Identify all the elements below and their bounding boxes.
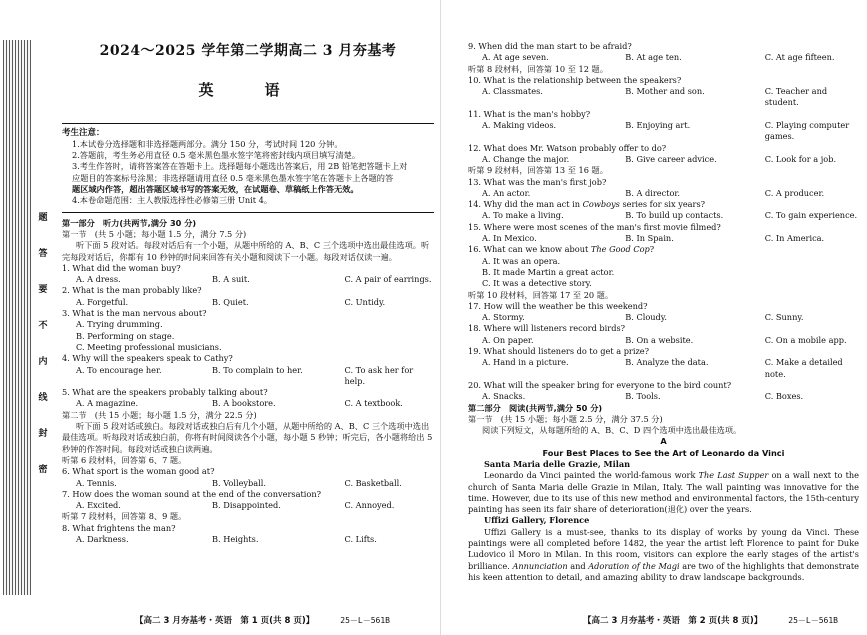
section-instructions: 阅读下列短文，从每题所给的 A、B、C、D 四个选项中选出最佳选项。 (482, 425, 742, 436)
option: A. At age seven. (482, 52, 549, 63)
section-heading: 第一节 (共 15 小题；每小题 2.5 分，满分 37.5 分) (468, 413, 663, 424)
option: B. To complain to her. (212, 364, 303, 375)
question-options (468, 86, 859, 109)
title-italic: The Last Supper (698, 470, 769, 481)
option: A. Classmates. (482, 86, 543, 97)
option: B. Analyze the data. (625, 357, 709, 368)
place-heading: Santa Maria delle Grazie, Milan (484, 458, 631, 469)
seal-label: 不 (38, 321, 48, 331)
option: C. Sunny. (764, 312, 804, 323)
place-heading: Uffizi Gallery, Florence (484, 515, 590, 526)
seal-label: 要 (38, 285, 48, 295)
option: B. A suit. (212, 274, 250, 285)
question-text: 14. Why did the man act in (468, 199, 583, 210)
subject-title: 英 语 (198, 81, 298, 100)
option: C. A pair of earrings. (344, 274, 432, 285)
option: C. To ask her for help. (344, 364, 414, 386)
question: 7. How does the woman sound at the end of the conversation? (62, 488, 321, 499)
option: B. To build up contacts. (625, 210, 724, 221)
option: A. Excited. (76, 500, 121, 511)
seal-label: 答 (38, 249, 48, 259)
question-text: 16. What can we know about (468, 244, 591, 255)
question: 12. What does Mr. Watson probably offer to do? (468, 142, 667, 153)
listening-material-note: 听第 6 段材料，回答第 6、7 题。 (62, 454, 187, 465)
option: A. Change the major. (482, 153, 570, 164)
option: C. On a mobile app. (764, 334, 847, 345)
option: C. It was a detective story. (482, 278, 592, 289)
option: B. On a website. (625, 334, 694, 345)
notice-item: 应题目的答案标号涂黑；非选择题请用直径 0.5 毫米黑色墨水签字笔在答题卡上各题的答 (72, 172, 394, 183)
question (468, 199, 859, 210)
question-options (62, 365, 434, 388)
option: B. Volleyball. (212, 477, 267, 488)
option: A. On paper. (482, 334, 534, 345)
question-text: series for six years? (619, 199, 706, 210)
part-heading: 第一部分 听力(共两节,满分 30 分) (62, 217, 197, 228)
seal-label: 密 (38, 465, 48, 475)
title-rule (62, 123, 434, 124)
question: 17. How will the weather be this weekend? (468, 300, 648, 311)
option: C. Make a detailed note. (764, 357, 843, 379)
option: A. A dress. (76, 274, 121, 285)
question-options (468, 210, 859, 221)
option: C. A producer. (764, 187, 825, 198)
option: B. Give career advice. (625, 153, 717, 164)
question-options (62, 274, 434, 285)
question-options (468, 357, 859, 380)
notice-title: 考生注意： (62, 127, 105, 138)
question: 5. What are the speakers probably talking about? (62, 387, 268, 398)
option: B. Enjoying art. (625, 120, 691, 131)
question-options (468, 188, 859, 199)
option: C. Annoyed. (344, 500, 395, 511)
option: C. Basketball. (344, 477, 402, 488)
question-options (468, 335, 859, 346)
footer-label: 【高二 3 月夯基考・英语 第 2 页(共 8 页)】 (583, 616, 763, 626)
paragraph-text: on a wall next to the church of Santa Maria delle Grazie in Milan, Italy. The wall painting was innovative for the time. However, due to its use of this new method and environmental factors, the 15th-century painting has seen its fair share of deterioration(退化) over the years. (468, 470, 859, 515)
page-footer (583, 614, 838, 626)
question-options (468, 312, 859, 323)
question-options (62, 500, 434, 511)
option: B. A bookstore. (212, 398, 276, 409)
option: B. Mother and son. (625, 86, 705, 97)
paragraph-text: are two of the highlights that demonstrate his keen attention to detail, and amazing ability to draw landscape backgrounds. (468, 560, 859, 582)
option: B. Quiet. (212, 296, 249, 307)
passage-title: Four Best Places to See the Art of Leonardo da Vinci (542, 447, 785, 458)
question-options (468, 52, 859, 63)
passage-paragraph (468, 527, 859, 583)
option: C. In America. (764, 233, 825, 244)
passage-letter: A (660, 436, 667, 447)
footer-label: 【高二 3 月夯基考・英语 第 1 页(共 8 页)】 (135, 616, 315, 626)
option: A. Hand in a picture. (482, 357, 569, 368)
question-options (62, 398, 434, 409)
option: C. Teacher and student. (764, 86, 828, 108)
option: B. Tools. (625, 391, 661, 402)
option: A. Tennis. (76, 477, 117, 488)
title-italic: Cowboys (582, 199, 620, 210)
paper-code: 25－L－561B (340, 616, 390, 625)
option: B. Heights. (212, 533, 259, 544)
question: 18. Where will listeners record birds? (468, 323, 626, 334)
section-heading: 第二节 (共 15 小题；每小题 1.5 分，满分 22.5 分) (62, 409, 257, 420)
option: A. Trying drumming. (76, 319, 163, 330)
option: A. An actor. (482, 187, 531, 198)
question: 15. Where were most scenes of the man's first movie filmed? (468, 221, 721, 232)
listening-material-note: 听第 10 段材料，回答第 17 至 20 题。 (468, 289, 614, 300)
option: B. It made Martin a great actor. (482, 266, 615, 277)
binding-strip (3, 40, 31, 595)
option: A. To make a living. (482, 210, 564, 221)
exam-title: 2024～2025 学年第二学期高二 3 月夯基考 (99, 43, 397, 59)
option: B. A director. (625, 187, 681, 198)
paragraph-text: Uffizi Gallery is a must-see, thanks to its display of works by young da Vinci. These paintings were all completed before 1482, the year the artist left Florence to paint for Duke Ludovico il Moro in Milan. In this room, visitors can explore the early stages of the artist's brilliance. (468, 526, 859, 571)
part-heading: 第二部分 阅读(共两节,满分 50 分) (468, 402, 603, 413)
question: 4. Why will the speakers speak to Cathy? (62, 353, 233, 364)
option: B. At age ten. (625, 52, 682, 63)
listening-material-note: 听第 8 段材料，回答第 10 至 12 题。 (468, 63, 608, 74)
notice-item: 题区域内作答，超出答题区域书写的答案无效，在试题卷、草稿纸上作答无效。 (72, 184, 359, 195)
question-options (468, 120, 859, 143)
option: C. To gain experience. (764, 210, 858, 221)
section-instructions: 听下面 5 段对话或独白。每段对话或独白后有几个小题，从题中所给的 A、B、C 三个选项中选出最佳选项。听每段对话或独白前，你将有时间阅读各个小题，每小题 5 秒钟；听完后，各小题将给出 5 秒钟的作答时间。每段对话或独白读两遍。 (62, 421, 433, 454)
title-italic: Adoration of the Magi (588, 560, 680, 571)
notice-item: 3.考生作答时，请将答案答在答题卡上。选择题每小题选出答案后，用 2B 铅笔把答题卡上对 (72, 161, 408, 172)
seal-label: 封 (38, 429, 48, 439)
question-options (62, 478, 434, 489)
option: B. In Spain. (625, 233, 674, 244)
option: A. Darkness. (76, 533, 129, 544)
paragraph-text: Leonardo da Vinci painted the world-famous work (484, 470, 699, 481)
question: 1. What did the woman buy? (62, 262, 181, 273)
question-options (468, 391, 859, 402)
title-italic: The Good Cop (590, 244, 650, 255)
option: C. Lifts. (344, 533, 377, 544)
option: A. A magazine. (76, 398, 139, 409)
option: C. At age fifteen. (764, 52, 835, 63)
seal-label: 线 (38, 393, 48, 403)
option: A. It was an opera. (482, 255, 561, 266)
notice-rule (62, 212, 434, 213)
option: A. Forgetful. (76, 296, 129, 307)
option: B. Disappointed. (212, 500, 281, 511)
option: A. In Mexico. (482, 233, 537, 244)
passage-paragraph (468, 470, 859, 515)
paragraph-text: and (567, 560, 589, 571)
section-instructions: 听下面 5 段对话。每段对话后有一个小题，从题中所给的 A、B、C 三个选项中选出最佳选项。听完每段对话后，你都有 10 秒钟的时间来回答有关小题和阅读下一小题。每段对话仅读一遍。 (62, 240, 430, 262)
seal-label: 题 (38, 213, 48, 223)
option: A. Making videos. (482, 120, 557, 131)
option: C. Untidy. (344, 296, 386, 307)
question-options (468, 233, 859, 244)
page-2 (440, 0, 867, 635)
option: B. Cloudy. (625, 312, 667, 323)
option: A. To encourage her. (76, 364, 162, 375)
option: C. Look for a job. (764, 153, 837, 164)
option: C. Boxes. (764, 391, 804, 402)
notice-item: 4.本卷命题范围：主人教版选择性必修第三册 Unit 4。 (72, 195, 273, 206)
question-text: ? (649, 244, 655, 255)
question-options (468, 154, 859, 165)
notice-item: 1.本试卷分选择题和非选择题两部分。满分 150 分，考试时间 120 分钟。 (72, 138, 343, 149)
notice-box (62, 128, 434, 207)
page-1-content (62, 0, 434, 545)
question: 8. What frightens the man? (62, 522, 176, 533)
question: 11. What is the man's hobby? (468, 108, 591, 119)
question: 6. What sport is the woman good at? (62, 466, 215, 477)
question: 20. What will the speaker bring for everyone to the bird count? (468, 379, 732, 390)
question: 10. What is the relationship between the speakers? (468, 74, 682, 85)
listening-material-note: 听第 9 段材料，回答第 13 至 16 题。 (468, 165, 608, 176)
seal-label: 内 (38, 357, 48, 367)
question: 2. What is the man probably like? (62, 285, 202, 296)
notice-item: 2.答题前，考生务必用直径 0.5 毫米黑色墨水签字笔将密封线内项目填写清楚。 (72, 150, 361, 161)
question: 13. What was the man's first job? (468, 176, 607, 187)
question (468, 244, 859, 255)
option: C. A textbook. (344, 398, 403, 409)
section-heading: 第一节 (共 5 小题；每小题 1.5 分，满分 7.5 分) (62, 228, 247, 239)
seal-line-labels (36, 200, 50, 488)
question-options (62, 297, 434, 308)
option: C. Playing computer games. (764, 120, 850, 142)
option: B. Performing on stage. (76, 330, 175, 341)
page-2-content (468, 41, 859, 583)
question-options (62, 534, 434, 545)
option: C. Meeting professional musicians. (76, 341, 222, 352)
title-italic: Annunciation (512, 560, 568, 571)
question: 9. When did the man start to be afraid? (468, 41, 632, 51)
option: A. Stormy. (482, 312, 525, 323)
question: 19. What should listeners do to get a prize? (468, 346, 650, 357)
paper-code: 25－L－561B (788, 616, 838, 625)
option: A. Snacks. (482, 391, 526, 402)
page-footer (135, 614, 390, 626)
question: 3. What is the man nervous about? (62, 308, 207, 319)
listening-material-note: 听第 7 段材料，回答第 8、9 题。 (62, 511, 187, 522)
